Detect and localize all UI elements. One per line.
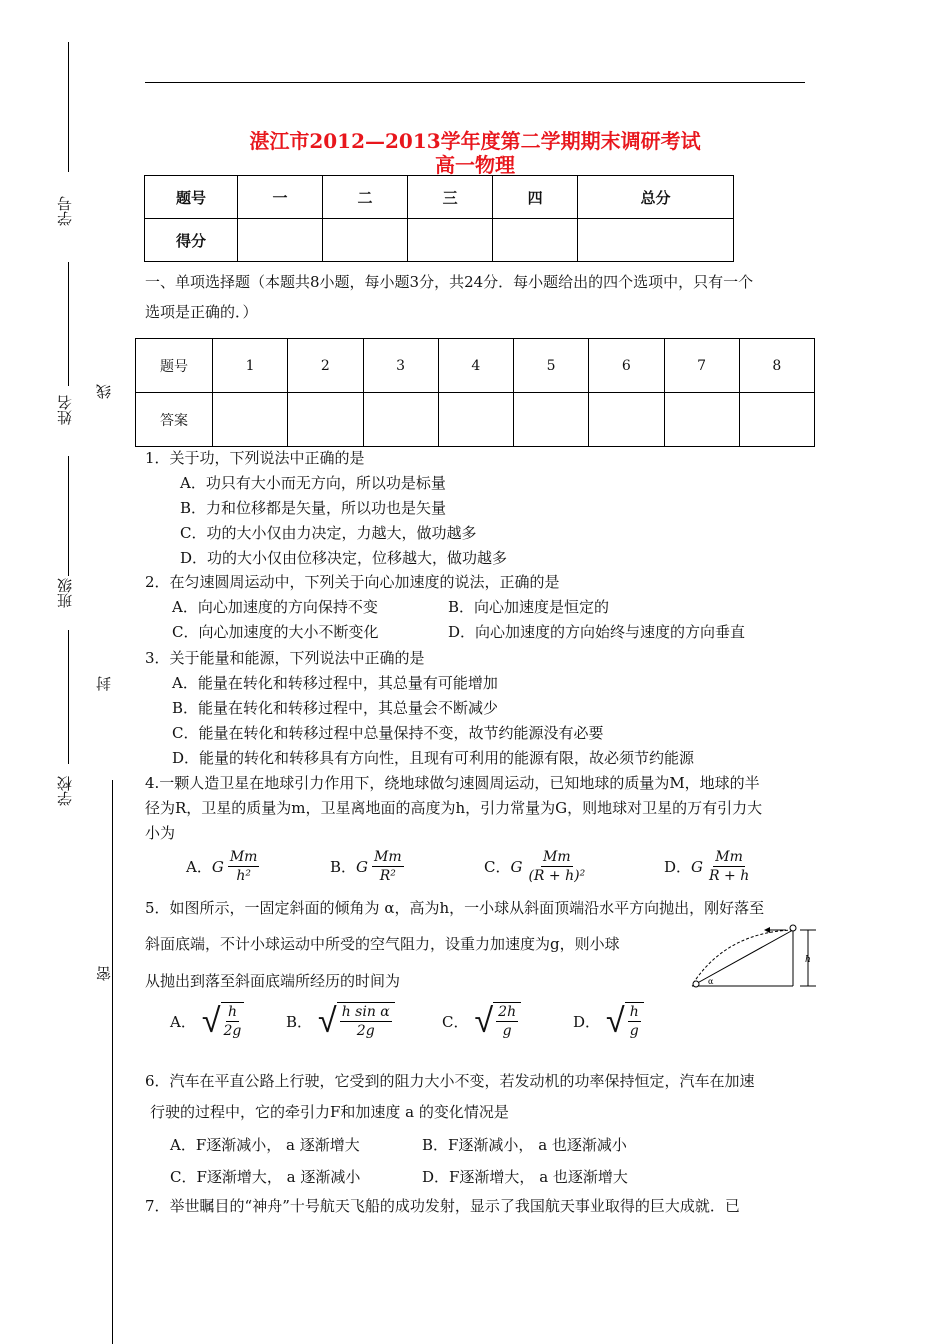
q5-b-num: h sin α — [341, 1004, 390, 1020]
secret-mark: 密 — [95, 966, 113, 981]
exam-subject: 高一物理 — [435, 153, 515, 177]
q4-c-g: G — [510, 857, 523, 876]
q5-stem-1: 5．如图所示，一固定斜面的倾角为 α，高为h，一小球从斜面顶端沿水平方向抛出，刚好落至 — [145, 899, 765, 917]
score-table-header-row — [145, 176, 734, 219]
answer-number-cell: 2 — [288, 339, 363, 393]
arrow-head — [764, 927, 770, 933]
score-cell[interactable] — [578, 219, 734, 262]
q5-d-label: D． — [573, 1012, 601, 1031]
answer-header-label: 题号 — [136, 339, 213, 393]
score-table-row — [145, 219, 734, 262]
score-row-label: 得分 — [145, 219, 238, 262]
answer-table-row — [136, 393, 815, 447]
score-header-cell: 题号 — [145, 176, 238, 219]
score-header-cell: 二 — [323, 176, 408, 219]
q4-d-fraction — [707, 848, 751, 885]
q5-b-label: B． — [286, 1012, 313, 1031]
q5-option-c — [442, 1002, 521, 1040]
q4-b-g: G — [356, 857, 369, 876]
q4-a-den: h² — [236, 868, 251, 884]
score-table — [144, 175, 734, 262]
answer-cell[interactable] — [288, 393, 363, 447]
q2-option-b: B．向心加速度是恒定的 — [448, 598, 610, 616]
q4-c-label: C． — [484, 858, 511, 876]
fig-h-label: h — [805, 955, 811, 965]
q5-stem-3: 从抛出到落至斜面底端所经历的时间为 — [145, 972, 401, 990]
answer-number-cell: 7 — [664, 339, 739, 393]
q4-option-d — [664, 848, 751, 885]
answer-number-cell: 1 — [213, 339, 288, 393]
seal-mark: 封 — [95, 676, 113, 691]
binding-line-5 — [112, 780, 113, 1344]
q3-option-a: A．能量在转化和转移过程中，其总量有可能增加 — [172, 674, 498, 692]
q4-option-c — [484, 848, 587, 885]
score-cell[interactable] — [408, 219, 493, 262]
q4-d-num: Mm — [715, 849, 743, 865]
answer-cell[interactable] — [363, 393, 438, 447]
q1-option-b: B．力和位移都是矢量，所以功也是矢量 — [180, 499, 447, 517]
answer-number-cell: 3 — [363, 339, 438, 393]
q5-b-sqrt: √ $\frac{\text{h sin α}}{2g}$ — [318, 1002, 395, 1040]
q3-option-b: B．能量在转化和转移过程中，其总量会不断减少 — [172, 699, 499, 717]
q5-option-b — [286, 1002, 395, 1040]
q4-d-g: G — [691, 857, 704, 876]
q6-option-c: C．F逐渐增大， a 逐渐减小 — [170, 1168, 361, 1186]
q6-stem-2: 行驶的过程中，它的牵引力F和加速度 a 的变化情况是 — [150, 1103, 509, 1121]
answer-table-header-row — [136, 339, 815, 393]
q4-d-den: R + h — [709, 868, 750, 884]
q3-stem: 3．关于能量和能源，下列说法中正确的是 — [145, 649, 425, 667]
q3-option-c: C．能量在转化和转移过程中总量保持不变，故节约能源没有必要 — [172, 724, 604, 742]
binding-line-2 — [68, 262, 69, 386]
answer-number-cell: 5 — [514, 339, 589, 393]
q1-option-a: A．功只有大小而无方向，所以功是标量 — [180, 474, 446, 492]
q2-option-c: C．向心加速度的大小不断变化 — [172, 623, 379, 641]
answer-cell[interactable] — [438, 393, 513, 447]
answer-number-cell: 8 — [739, 339, 814, 393]
answer-row-label: 答案 — [136, 393, 213, 447]
exam-title: 湛江市2012—2013学年度第二学期期末调研考试 — [249, 129, 701, 153]
score-header-cell: 总分 — [578, 176, 734, 219]
answer-cell[interactable] — [664, 393, 739, 447]
q2-stem: 2．在匀速圆周运动中，下列关于向心加速度的说法，正确的是 — [145, 573, 560, 591]
answer-number-cell: 6 — [589, 339, 664, 393]
q6-option-a: A．F逐渐减小， a 逐渐增大 — [170, 1136, 360, 1154]
name-label: 姓名 — [56, 395, 74, 425]
q5-a-den: 2g — [223, 1023, 242, 1039]
fig-alpha-label: α — [708, 977, 714, 986]
answer-cell[interactable] — [514, 393, 589, 447]
section1-instructions-2: 选项是正确的．） — [145, 303, 258, 321]
q4-a-num: Mm — [229, 849, 258, 865]
q4-d-label: D． — [664, 858, 692, 876]
q5-a-sqrt: √ $\frac{h}{2g}$ — [202, 1002, 245, 1040]
q4-b-den: R² — [379, 868, 396, 884]
student-id-label: 学号 — [56, 196, 74, 226]
q5-d-sqrt: √ $\frac{h}{g}$ — [606, 1002, 644, 1040]
section1-instructions-1: 一、单项选择题（本题共8小题，每小题3分，共24分．每小题给出的四个选项中，只有一个 — [145, 273, 754, 291]
q5-b-den: 2g — [356, 1023, 375, 1039]
q1-option-d: D．功的大小仅由位移决定，位移越大，做功越多 — [180, 549, 508, 567]
q5-c-den: g — [502, 1023, 512, 1039]
class-label: 班级 — [56, 578, 74, 608]
answer-number-cell: 4 — [438, 339, 513, 393]
q4-c-fraction — [526, 848, 587, 885]
q5-c-label: C． — [442, 1012, 469, 1031]
score-header-cell: 一 — [238, 176, 323, 219]
incline-figure — [688, 920, 820, 992]
score-header-cell: 三 — [408, 176, 493, 219]
q7-stem-1: 7．举世瞩目的“神舟”十号航天飞船的成功发射，显示了我国航天事业取得的巨大成就．已 — [145, 1197, 740, 1215]
q4-b-num: Mm — [374, 849, 402, 865]
q5-option-a — [170, 1002, 244, 1040]
score-header-cell: 四 — [493, 176, 578, 219]
score-cell[interactable] — [493, 219, 578, 262]
answer-cell[interactable] — [589, 393, 664, 447]
q3-option-d: D．能量的转化和转移具有方向性，且现有可利用的能源有限，故必须节约能源 — [172, 749, 695, 767]
q5-stem-2: 斜面底端，不计小球运动中所受的空气阻力，设重力加速度为g，则小球 — [145, 935, 620, 953]
answer-cell[interactable] — [739, 393, 814, 447]
score-cell[interactable] — [238, 219, 323, 262]
score-cell[interactable] — [323, 219, 408, 262]
q4-a-g: G — [211, 857, 224, 876]
q2-option-a: A．向心加速度的方向保持不变 — [172, 598, 378, 616]
header-rule — [145, 82, 805, 83]
q5-a-label: A． — [170, 1012, 196, 1031]
q4-b-label: B． — [330, 858, 357, 876]
q5-c-num: 2h — [498, 1004, 517, 1020]
q6-stem-1: 6．汽车在平直公路上行驶，它受到的阻力大小不变，若发动机的功率保持恒定，汽车在加速 — [145, 1072, 755, 1090]
q4-a-fraction — [228, 848, 260, 885]
binding-line-4 — [68, 630, 69, 764]
q4-stem-1: 4.一颗人造卫星在地球引力作用下，绕地球做匀速圆周运动，已知地球的质量为M，地球的半 — [145, 774, 760, 792]
school-label: 学校 — [56, 776, 74, 806]
q4-a-label: A． — [186, 858, 212, 876]
q4-option-b — [330, 848, 404, 885]
q5-d-den: g — [629, 1023, 639, 1039]
answer-cell[interactable] — [213, 393, 288, 447]
q5-a-num: h — [227, 1004, 237, 1020]
q6-option-b: B．F逐渐减小， a 也逐渐减小 — [422, 1136, 627, 1154]
q4-stem-2: 径为R，卫星的质量为m，卫星离地面的高度为h，引力常量为G，则地球对卫星的万有引力大 — [145, 799, 763, 817]
q2-option-d: D．向心加速度的方向始终与速度的方向垂直 — [448, 623, 746, 641]
q5-c-sqrt: √ $\frac{2h}{g}$ — [474, 1002, 521, 1040]
q5-d-num: h — [629, 1004, 639, 1020]
ball — [790, 925, 796, 931]
line-mark: 线 — [95, 384, 113, 399]
q4-b-fraction — [372, 848, 404, 885]
q4-option-a — [186, 848, 259, 885]
ball-landing — [693, 981, 699, 987]
answer-table — [135, 338, 815, 447]
q1-option-c: C．功的大小仅由力决定，力越大，做功越多 — [180, 524, 477, 542]
q6-option-d: D．F逐渐增大， a 也逐渐增大 — [422, 1168, 628, 1186]
q4-c-num: Mm — [543, 849, 571, 865]
q4-stem-3: 小为 — [145, 824, 176, 842]
q1-stem: 1．关于功，下列说法中正确的是 — [145, 449, 365, 467]
q5-option-d — [573, 1002, 644, 1040]
binding-line-3 — [68, 456, 69, 576]
q4-c-den: (R + h)² — [528, 868, 586, 884]
